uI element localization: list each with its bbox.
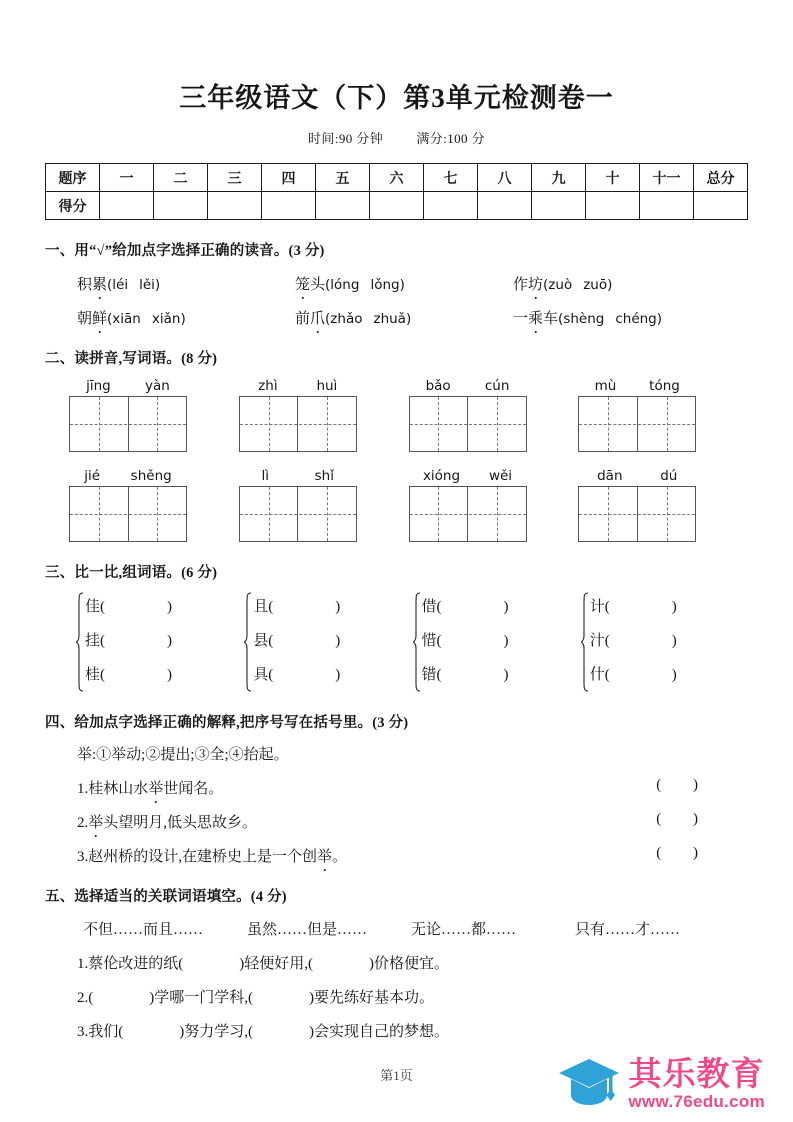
compare-word-line[interactable]: 借( ) <box>421 599 509 615</box>
conjunction-pair: 虽然……但是…… <box>247 922 368 938</box>
character-grid-cell[interactable] <box>410 487 468 541</box>
compare-word-group <box>243 590 411 692</box>
character-grid-cell[interactable] <box>637 397 696 451</box>
compare-word-char: 挂 <box>85 633 101 649</box>
pinyin-write-item <box>69 468 239 542</box>
compare-word-char: 县 <box>253 633 269 649</box>
watermark-url: www.76edu.com <box>628 1092 765 1111</box>
score-table-input-cell[interactable] <box>100 192 154 220</box>
watermark-brand: 其乐教育 <box>628 1055 765 1092</box>
answer-parenthesis[interactable]: ( ) <box>656 811 712 827</box>
section-heading-2: 二、读拼音,写词语。(8 分) <box>45 351 218 367</box>
exam-total-score: 满分:100 分 <box>416 131 485 146</box>
brace-icon <box>243 590 253 692</box>
page-title: 三年级语文（下）第3单元检测卷一 <box>179 83 614 113</box>
compare-word-line[interactable]: 具( ) <box>253 667 341 683</box>
compare-word-lines <box>590 590 748 692</box>
compare-word-line[interactable]: 桂( ) <box>85 667 173 683</box>
section-5-word-bank <box>45 918 748 939</box>
pinyin-choice-item[interactable]: 朝鲜(xiān xiǎn) <box>77 307 295 328</box>
pinyin-label: jīng yàn <box>86 378 170 394</box>
compare-word-char: 惜 <box>421 633 437 649</box>
character-grid-cell[interactable] <box>297 487 356 541</box>
pinyin-label: zhì huì <box>258 378 338 394</box>
section-3-body <box>45 590 748 692</box>
character-grid-cell[interactable] <box>240 397 298 451</box>
exam-meta <box>45 128 748 147</box>
section-1-body <box>45 273 748 328</box>
score-table-column-header: 十一 <box>640 164 694 192</box>
pinyin-label: jié shěng <box>84 468 172 484</box>
compare-word-char: 汁 <box>589 633 605 649</box>
answer-parenthesis[interactable]: ( ) <box>656 845 712 861</box>
pinyin-write-row <box>45 468 748 542</box>
score-table-input-cell[interactable] <box>694 192 748 220</box>
table-row <box>46 192 748 220</box>
meaning-choice-item[interactable] <box>45 777 748 798</box>
pinyin-write-row <box>45 378 748 452</box>
score-table-column-header: 七 <box>424 164 478 192</box>
score-table <box>45 163 748 220</box>
pinyin-choice-item[interactable]: 作坊(zuò zuō) <box>513 273 731 294</box>
conjunction-pair: 只有……才…… <box>575 922 681 938</box>
score-table-input-cell[interactable] <box>262 192 316 220</box>
conjunction-pair: 无论……都…… <box>411 922 517 938</box>
compare-word-line[interactable]: 挂( ) <box>85 633 173 649</box>
answer-parenthesis[interactable]: ( ) <box>656 777 712 793</box>
compare-word-char: 且 <box>253 599 269 615</box>
character-grid-cell[interactable] <box>297 397 356 451</box>
pinyin-write-item <box>409 468 579 542</box>
pinyin-write-item <box>409 378 579 452</box>
pinyin-label: xióng wěi <box>422 468 513 484</box>
character-grid-cell[interactable] <box>128 397 187 451</box>
compare-word-lines <box>253 590 411 692</box>
compare-word-line[interactable]: 错( ) <box>421 667 509 683</box>
pinyin-label: lì shǐ <box>261 468 334 484</box>
character-grid-cell[interactable] <box>579 397 637 451</box>
score-table-column-header: 总分 <box>694 164 748 192</box>
pinyin-write-item <box>69 378 239 452</box>
graduation-cap-icon <box>557 1055 621 1112</box>
brace-icon <box>412 590 422 692</box>
meaning-choice-item[interactable] <box>45 811 748 832</box>
score-table-input-cell[interactable] <box>532 192 586 220</box>
page-number: 第1页 <box>380 1068 413 1083</box>
compare-word-char: 错 <box>421 667 437 683</box>
section-heading-1: 一、用“√”给加点字选择正确的读音。(3 分) <box>45 243 325 259</box>
section-2-body <box>45 378 748 542</box>
section-4-definition: 举:①举动;②提出;③全;④抬起。 <box>77 747 289 763</box>
conjunction-fill-item[interactable]: 3.我们( )努力学习,( )会实现自己的梦想。 <box>77 1024 449 1040</box>
brace-icon <box>75 590 85 692</box>
compare-word-line[interactable]: 且( ) <box>253 599 341 615</box>
score-table-column-header: 五 <box>316 164 370 192</box>
score-table-column-header: 六 <box>370 164 424 192</box>
compare-word-char: 计 <box>589 599 605 615</box>
score-table-input-cell[interactable] <box>640 192 694 220</box>
character-grid-cell[interactable] <box>410 397 468 451</box>
compare-word-lines <box>85 590 243 692</box>
character-grid-cell[interactable] <box>128 487 187 541</box>
score-table-column-header: 九 <box>532 164 586 192</box>
character-grid[interactable] <box>69 396 187 452</box>
section-heading-4: 四、给加点字选择正确的解释,把序号写在括号里。(3 分) <box>45 715 409 731</box>
conjunction-fill-item[interactable]: 2.( )学哪一门学科,( )要先练好基本功。 <box>77 990 434 1006</box>
score-table-input-cell[interactable] <box>316 192 370 220</box>
score-table-row-label: 得分 <box>46 192 100 220</box>
pinyin-choice-row <box>45 307 748 328</box>
meaning-choice-sentence: 2.举头望明月,低头思故乡。 <box>77 811 257 832</box>
brace-icon <box>580 590 590 692</box>
compare-word-group <box>412 590 580 692</box>
meaning-choice-sentence: 1.桂林山水举世闻名。 <box>77 777 223 798</box>
pinyin-choice-item[interactable]: 一乘车(shèng chéng) <box>513 307 731 328</box>
character-grid[interactable] <box>239 486 357 542</box>
pinyin-choice-item[interactable]: 前爪(zhǎo zhuǎ) <box>295 307 513 328</box>
compare-word-group <box>75 590 243 692</box>
character-grid[interactable] <box>409 486 527 542</box>
score-table-column-header: 一 <box>100 164 154 192</box>
pinyin-label: dān dú <box>597 468 678 484</box>
character-grid-cell[interactable] <box>70 487 128 541</box>
section-5-body <box>45 952 748 1041</box>
character-grid[interactable] <box>239 396 357 452</box>
score-table-column-header: 四 <box>262 164 316 192</box>
section-heading-3: 三、比一比,组词语。(6 分) <box>45 565 218 581</box>
character-grid-cell[interactable] <box>467 397 526 451</box>
section-4-body <box>45 777 748 866</box>
score-table-column-header: 八 <box>478 164 532 192</box>
score-table-input-cell[interactable] <box>424 192 478 220</box>
score-table-input-cell[interactable] <box>478 192 532 220</box>
pinyin-label: bǎo cún <box>425 378 510 394</box>
pinyin-write-item <box>239 468 409 542</box>
compare-word-line[interactable]: 什( ) <box>589 667 677 683</box>
score-table-input-cell[interactable] <box>370 192 424 220</box>
compare-word-char: 佳 <box>85 599 101 615</box>
character-grid[interactable] <box>409 396 527 452</box>
character-grid-cell[interactable] <box>579 487 637 541</box>
conjunction-pair: 不但……而且…… <box>83 922 204 938</box>
conjunction-fill-item[interactable]: 1.蔡伦改进的纸( )轻便好用,( )价格便宜。 <box>77 956 449 972</box>
compare-word-char: 具 <box>253 667 269 683</box>
character-grid-cell[interactable] <box>70 397 128 451</box>
table-row <box>46 164 748 192</box>
meaning-choice-item[interactable] <box>45 845 748 866</box>
character-grid[interactable] <box>578 396 696 452</box>
compare-word-char: 桂 <box>85 667 101 683</box>
score-table-column-header: 二 <box>154 164 208 192</box>
character-grid[interactable] <box>578 486 696 542</box>
score-table-input-cell[interactable] <box>154 192 208 220</box>
pinyin-label: mù tóng <box>594 378 680 394</box>
compare-word-char: 借 <box>421 599 437 615</box>
exam-time: 时间:90 分钟 <box>308 131 384 146</box>
pinyin-choice-row <box>45 273 748 294</box>
pinyin-write-item <box>239 378 409 452</box>
character-grid-cell[interactable] <box>467 487 526 541</box>
pinyin-choice-item[interactable]: 笼头(lóng lǒng) <box>295 273 513 294</box>
compare-word-group <box>580 590 748 692</box>
pinyin-write-item <box>578 468 748 542</box>
section-heading-5: 五、选择适当的关联词语填空。(4 分) <box>45 889 287 905</box>
character-grid[interactable] <box>69 486 187 542</box>
compare-word-line[interactable]: 汁( ) <box>589 633 677 649</box>
pinyin-write-item <box>578 378 748 452</box>
compare-word-line[interactable]: 计( ) <box>589 599 677 615</box>
score-table-input-cell[interactable] <box>586 192 640 220</box>
compare-word-line[interactable]: 惜( ) <box>421 633 509 649</box>
score-table-row-label: 题序 <box>46 164 100 192</box>
compare-word-line[interactable]: 县( ) <box>253 633 341 649</box>
score-table-column-header: 三 <box>208 164 262 192</box>
score-table-column-header: 十 <box>586 164 640 192</box>
compare-word-line[interactable]: 佳( ) <box>85 599 173 615</box>
character-grid-cell[interactable] <box>240 487 298 541</box>
score-table-input-cell[interactable] <box>208 192 262 220</box>
compare-word-lines <box>422 590 580 692</box>
pinyin-choice-item[interactable]: 积累(léi lěi) <box>77 273 295 294</box>
watermark <box>557 1055 765 1112</box>
meaning-choice-sentence: 3.赵州桥的设计,在建桥史上是一个创举。 <box>77 845 347 866</box>
compare-word-char: 什 <box>589 667 605 683</box>
character-grid-cell[interactable] <box>637 487 696 541</box>
